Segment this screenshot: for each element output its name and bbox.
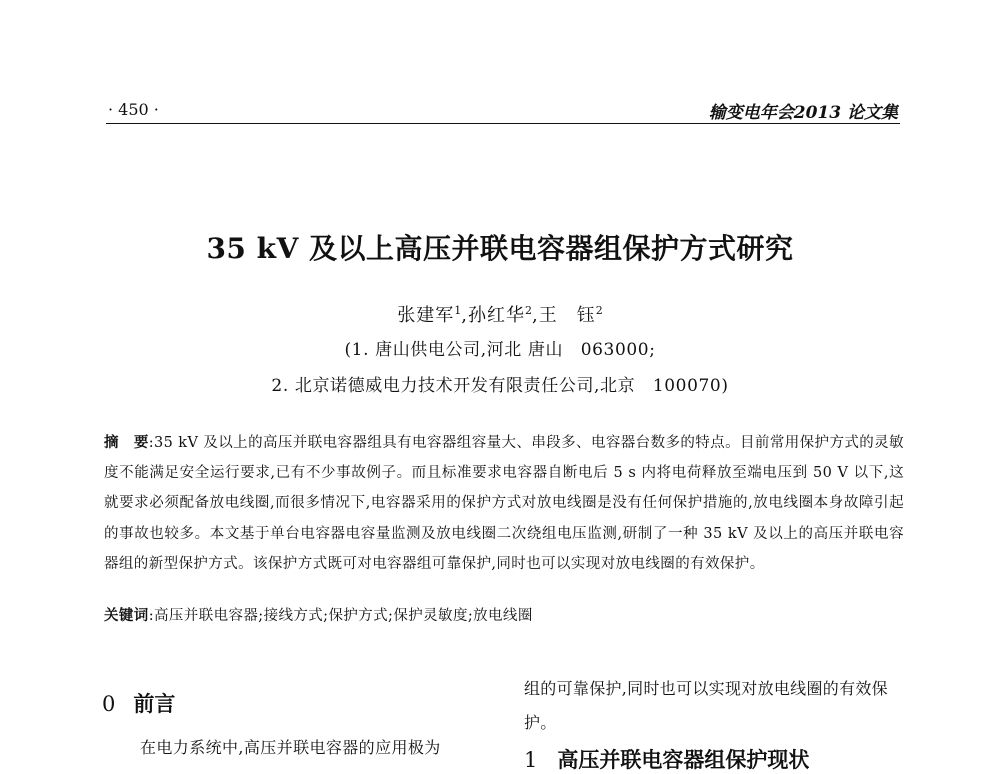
author-name: 王 钰 bbox=[538, 305, 596, 326]
section-heading-intro bbox=[102, 688, 175, 718]
author-name: 张建军 bbox=[397, 305, 455, 326]
abstract-text: :35 kV 及以上的高压并联电容器组具有电容器组容量大、串段多、电容器台数多的特点。目前常用保护方式的灵敏度不能满足安全运行要求,已有不少事故例子。而且标准要求电容器自断电后 5 s 内将电荷释放至端电压到 50 V 以下,这就要求必须配备放电线圈,而很多情况下,电容器采用的保护方式对放电线圈是没有任何保护措施的,放电线圈本身故障引起的事故也较多。本文基于单台电容器电容量监测及放电线圈二次绕组电压监测,研制了一种 35 kV 及以上的高压并联电容器组的新型保护方式。该保护方式既可对电容器组可靠保护,同时也可以实现对放电线圈的有效保护。 bbox=[104, 435, 904, 572]
section-title: 前言 bbox=[133, 691, 176, 716]
header-divider bbox=[106, 123, 900, 124]
affiliation-1: (1. 唐山供电公司,河北 唐山 063000; bbox=[344, 340, 656, 360]
keywords-text: :高压并联电容器;接线方式;保护方式;保护灵敏度;放电线圈 bbox=[148, 608, 533, 624]
abstract bbox=[104, 428, 904, 579]
author-name: 孙红华 bbox=[468, 305, 525, 326]
journal-name: 输变电年会2013 论文集 bbox=[708, 103, 898, 123]
section-heading-1 bbox=[524, 744, 809, 774]
right-column-paragraph: 组的可靠保护,同时也可以实现对放电线圈的有效保护。 bbox=[524, 679, 888, 732]
section-number: 0 bbox=[102, 692, 116, 716]
intro-paragraph: 在电力系统中,高压并联电容器的应用极为 bbox=[140, 738, 441, 757]
keywords-label: 关键词 bbox=[104, 607, 149, 624]
author-list: 张建军$^1$,孙红华$^2$,王 钰$^2$ bbox=[397, 304, 603, 326]
abstract-label: 摘 要 bbox=[104, 434, 149, 451]
section-number: 1 bbox=[524, 748, 538, 772]
author-affil-mark: 1 bbox=[454, 304, 462, 317]
author-affil-mark: 2 bbox=[525, 304, 532, 317]
affiliation-2: 2. 北京诺德威电力技术开发有限责任公司,北京 100070) bbox=[271, 376, 729, 396]
author-affil-mark: 2 bbox=[595, 304, 603, 317]
section-title: 高压并联电容器组保护现状 bbox=[557, 747, 810, 772]
page-number: · 450 · bbox=[108, 100, 159, 119]
keywords bbox=[104, 604, 904, 625]
paper-title: 35 kV 及以上高压并联电容器组保护方式研究 bbox=[206, 232, 794, 265]
